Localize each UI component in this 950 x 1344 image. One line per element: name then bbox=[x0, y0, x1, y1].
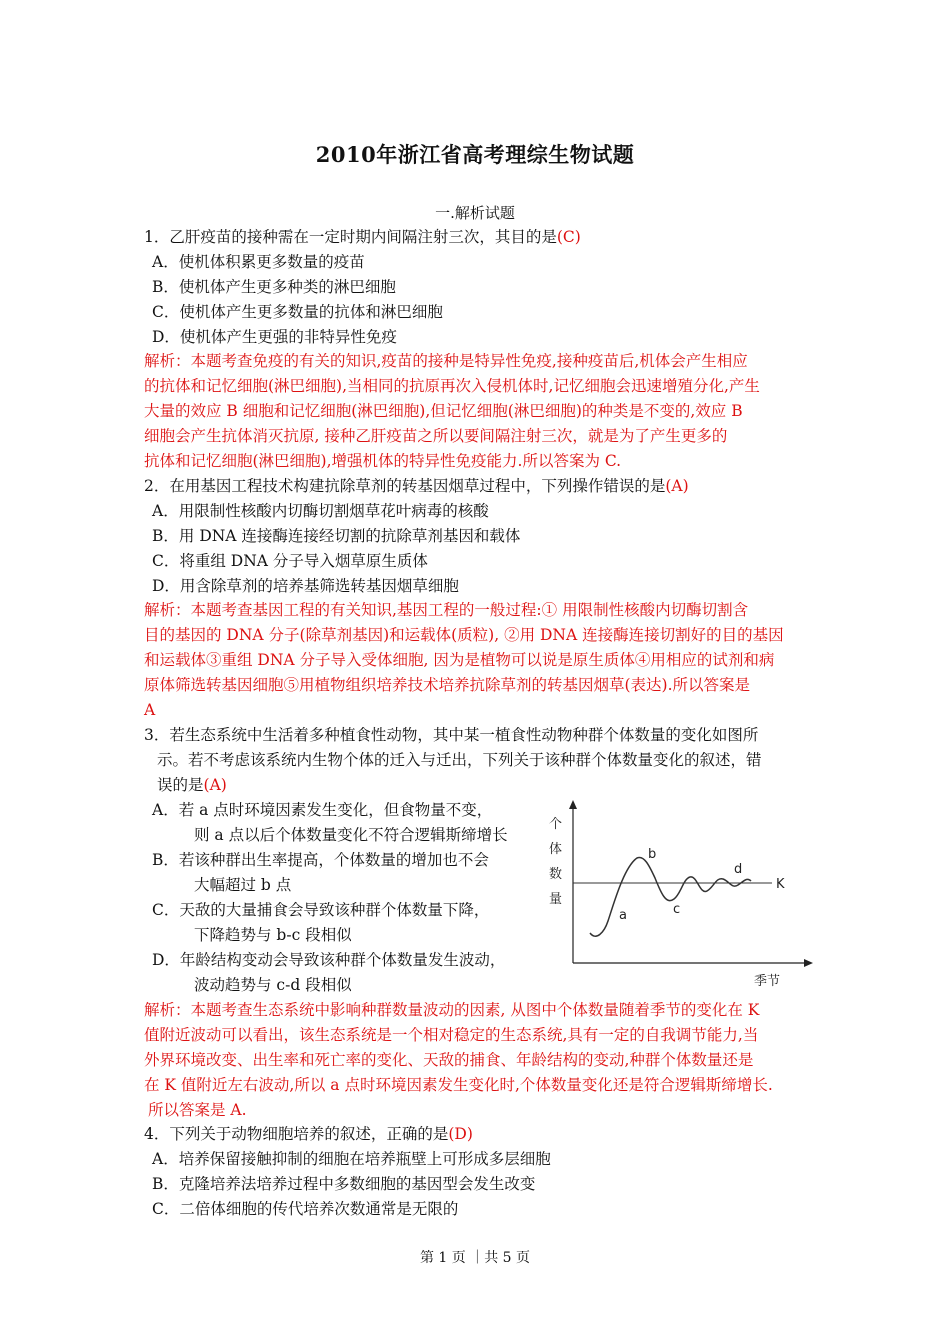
point-a-label: a bbox=[619, 908, 627, 923]
q1-analysis bbox=[144, 349, 810, 474]
y-axis-arrow bbox=[569, 800, 577, 809]
y-axis-label-4: 量 bbox=[549, 892, 563, 907]
q1-analysis-line: 抗体和记忆细胞(淋巴细胞),增强机体的特异性免疫能力.所以答案为 C. bbox=[144, 452, 622, 470]
section-heading: 一.解析试题 bbox=[435, 204, 515, 222]
y-axis-label-1: 个 bbox=[549, 817, 563, 832]
q3-analysis-line: 解析：本题考查生态系统中影响种群数量波动的因素, 从图中个体数量随着季节的变化在 K bbox=[144, 1001, 760, 1019]
q3-option-a-cont: 则 a 点以后个体数量变化不符合逻辑斯缔增长 bbox=[194, 826, 508, 844]
q3-analysis-line: 值附近波动可以看出，该生态系统是一个相对稳定的生态系统,具有一定的自我调节能力,当 bbox=[144, 1026, 759, 1044]
q3-answer: (A) bbox=[203, 776, 227, 794]
q3-option-c: C．天敌的大量捕食会导致该种群个体数量下降， bbox=[152, 901, 490, 919]
q4-option-c: C．二倍体细胞的传代培养次数通常是无限的 bbox=[152, 1200, 459, 1218]
q1-option-a: A．使机体积累更多数量的疫苗 bbox=[152, 253, 365, 271]
page-title: 2010年浙江省高考理综生物试题 bbox=[315, 142, 635, 167]
q3-stem-line-3 bbox=[157, 775, 227, 795]
q1-option-d: D．使机体产生更强的非特异性免疫 bbox=[152, 328, 397, 346]
q3-analysis-line: 所以答案是 A. bbox=[148, 1101, 247, 1119]
q3-stem-text: 误的是 bbox=[157, 776, 204, 794]
q4-stem bbox=[144, 1124, 473, 1144]
q1-analysis-line: 的抗体和记忆细胞(淋巴细胞),当相同的抗原再次入侵机体时,记忆细胞会迅速增殖分化,产生 bbox=[144, 377, 760, 395]
q1-analysis-line: 解析：本题考查免疫的有关的知识,疫苗的接种是特异性免疫,接种疫苗后,机体会产生相应 bbox=[144, 352, 748, 370]
page-footer: 第 1 页 ｜共 5 页 bbox=[419, 1250, 531, 1266]
q1-option-b: B．使机体产生更多种类的淋巴细胞 bbox=[152, 278, 396, 296]
q1-answer: (C) bbox=[556, 228, 581, 246]
q2-stem bbox=[144, 476, 689, 496]
q3-stem-line-1: 3．若生态系统中生活着多种植食性动物，其中某一植食性动物种群个体数量的变化如图所 bbox=[144, 726, 759, 744]
q2-stem-text: 2．在用基因工程技术构建抗除草剂的转基因烟草过程中，下列操作错误的是 bbox=[144, 477, 666, 495]
q3-option-b: B．若该种群出生率提高，个体数量的增加也不会 bbox=[152, 851, 489, 869]
y-axis-label-3: 数 bbox=[549, 867, 563, 882]
q2-answer: (A) bbox=[665, 477, 689, 495]
population-curve bbox=[590, 857, 751, 936]
x-axis-arrow bbox=[804, 959, 813, 967]
q2-analysis-line: 和运载体③重组 DNA 分子导入受体细胞, 因为是植物可以说是原生质体④用相应的试剂和病 bbox=[144, 651, 775, 669]
q1-option-c: C．使机体产生更多数量的抗体和淋巴细胞 bbox=[152, 303, 443, 321]
q4-answer: (D) bbox=[448, 1125, 473, 1143]
q2-analysis-line: 解析：本题考查基因工程的有关知识,基因工程的一般过程:① 用限制性核酸内切酶切割含 bbox=[144, 601, 749, 619]
q1-stem bbox=[144, 227, 581, 247]
y-axis-label-2: 体 bbox=[549, 842, 563, 857]
q2-analysis bbox=[144, 598, 810, 723]
x-axis-label: 季节 bbox=[754, 974, 781, 989]
q1-analysis-line: 大量的效应 B 细胞和记忆细胞(淋巴细胞),但记忆细胞(淋巴细胞)的种类是不变的,效应 B bbox=[144, 402, 743, 420]
q3-option-d: D．年龄结构变动会导致该种群个体数量发生波动， bbox=[152, 951, 506, 969]
q2-option-b: B．用 DNA 连接酶连接经切割的抗除草剂基因和载体 bbox=[152, 527, 521, 545]
q3-analysis bbox=[144, 998, 810, 1123]
q2-option-d: D．用含除草剂的培养基筛选转基因烟草细胞 bbox=[152, 577, 459, 595]
point-c-label: c bbox=[673, 902, 681, 917]
k-label: K bbox=[776, 877, 785, 892]
q2-analysis-line: 原体筛选转基因细胞⑤用植物组织培养技术培养抗除草剂的转基因烟草(表达).所以答案是 bbox=[144, 676, 751, 694]
q1-analysis-line: 细胞会产生抗体消灭抗原, 接种乙肝疫苗之所以要间隔注射三次，就是为了产生更多的 bbox=[144, 427, 728, 445]
q3-analysis-line: 在 K 值附近左右波动,所以 a 点时环境因素发生变化时,个体数量变化还是符合逻辑斯缔增长. bbox=[144, 1076, 773, 1094]
q3-stem-line-2: 示。若不考虑该系统内生物个体的迁入与迁出，下列关于该种群个体数量变化的叙述，错 bbox=[157, 751, 762, 769]
q3-option-b-cont: 大幅超过 b 点 bbox=[194, 876, 292, 894]
q3-option-c-cont: 下降趋势与 b-c 段相似 bbox=[194, 926, 352, 944]
q3-analysis-line: 外界环境改变、出生率和死亡率的变化、天敌的捕食、年龄结构的变动,种群个体数量还是 bbox=[144, 1051, 754, 1069]
q2-option-a: A．用限制性核酸内切酶切割烟草花叶病毒的核酸 bbox=[152, 502, 489, 520]
q3-option-d-cont: 波动趋势与 c-d 段相似 bbox=[194, 976, 352, 994]
point-d-label: d bbox=[734, 862, 743, 877]
point-b-label: b bbox=[648, 847, 657, 862]
q2-option-c: C．将重组 DNA 分子导入烟草原生质体 bbox=[152, 552, 428, 570]
q4-stem-text: 4．下列关于动物细胞培养的叙述，正确的是 bbox=[144, 1125, 449, 1143]
q2-analysis-line: A bbox=[144, 701, 156, 719]
q4-option-b: B．克隆培养法培养过程中多数细胞的基因型会发生改变 bbox=[152, 1175, 536, 1193]
q1-stem-text: 1．乙肝疫苗的接种需在一定时期内间隔注射三次，其目的是 bbox=[144, 228, 557, 246]
q4-option-a: A．培养保留接触抑制的细胞在培养瓶壁上可形成多层细胞 bbox=[152, 1150, 551, 1168]
population-figure bbox=[540, 795, 830, 995]
q3-option-a: A．若 a 点时环境因素发生变化，但食物量不变， bbox=[152, 801, 493, 819]
q2-analysis-line: 目的基因的 DNA 分子(除草剂基因)和运载体(质粒), ②用 DNA 连接酶连接切割好的目的基因 bbox=[144, 626, 784, 644]
